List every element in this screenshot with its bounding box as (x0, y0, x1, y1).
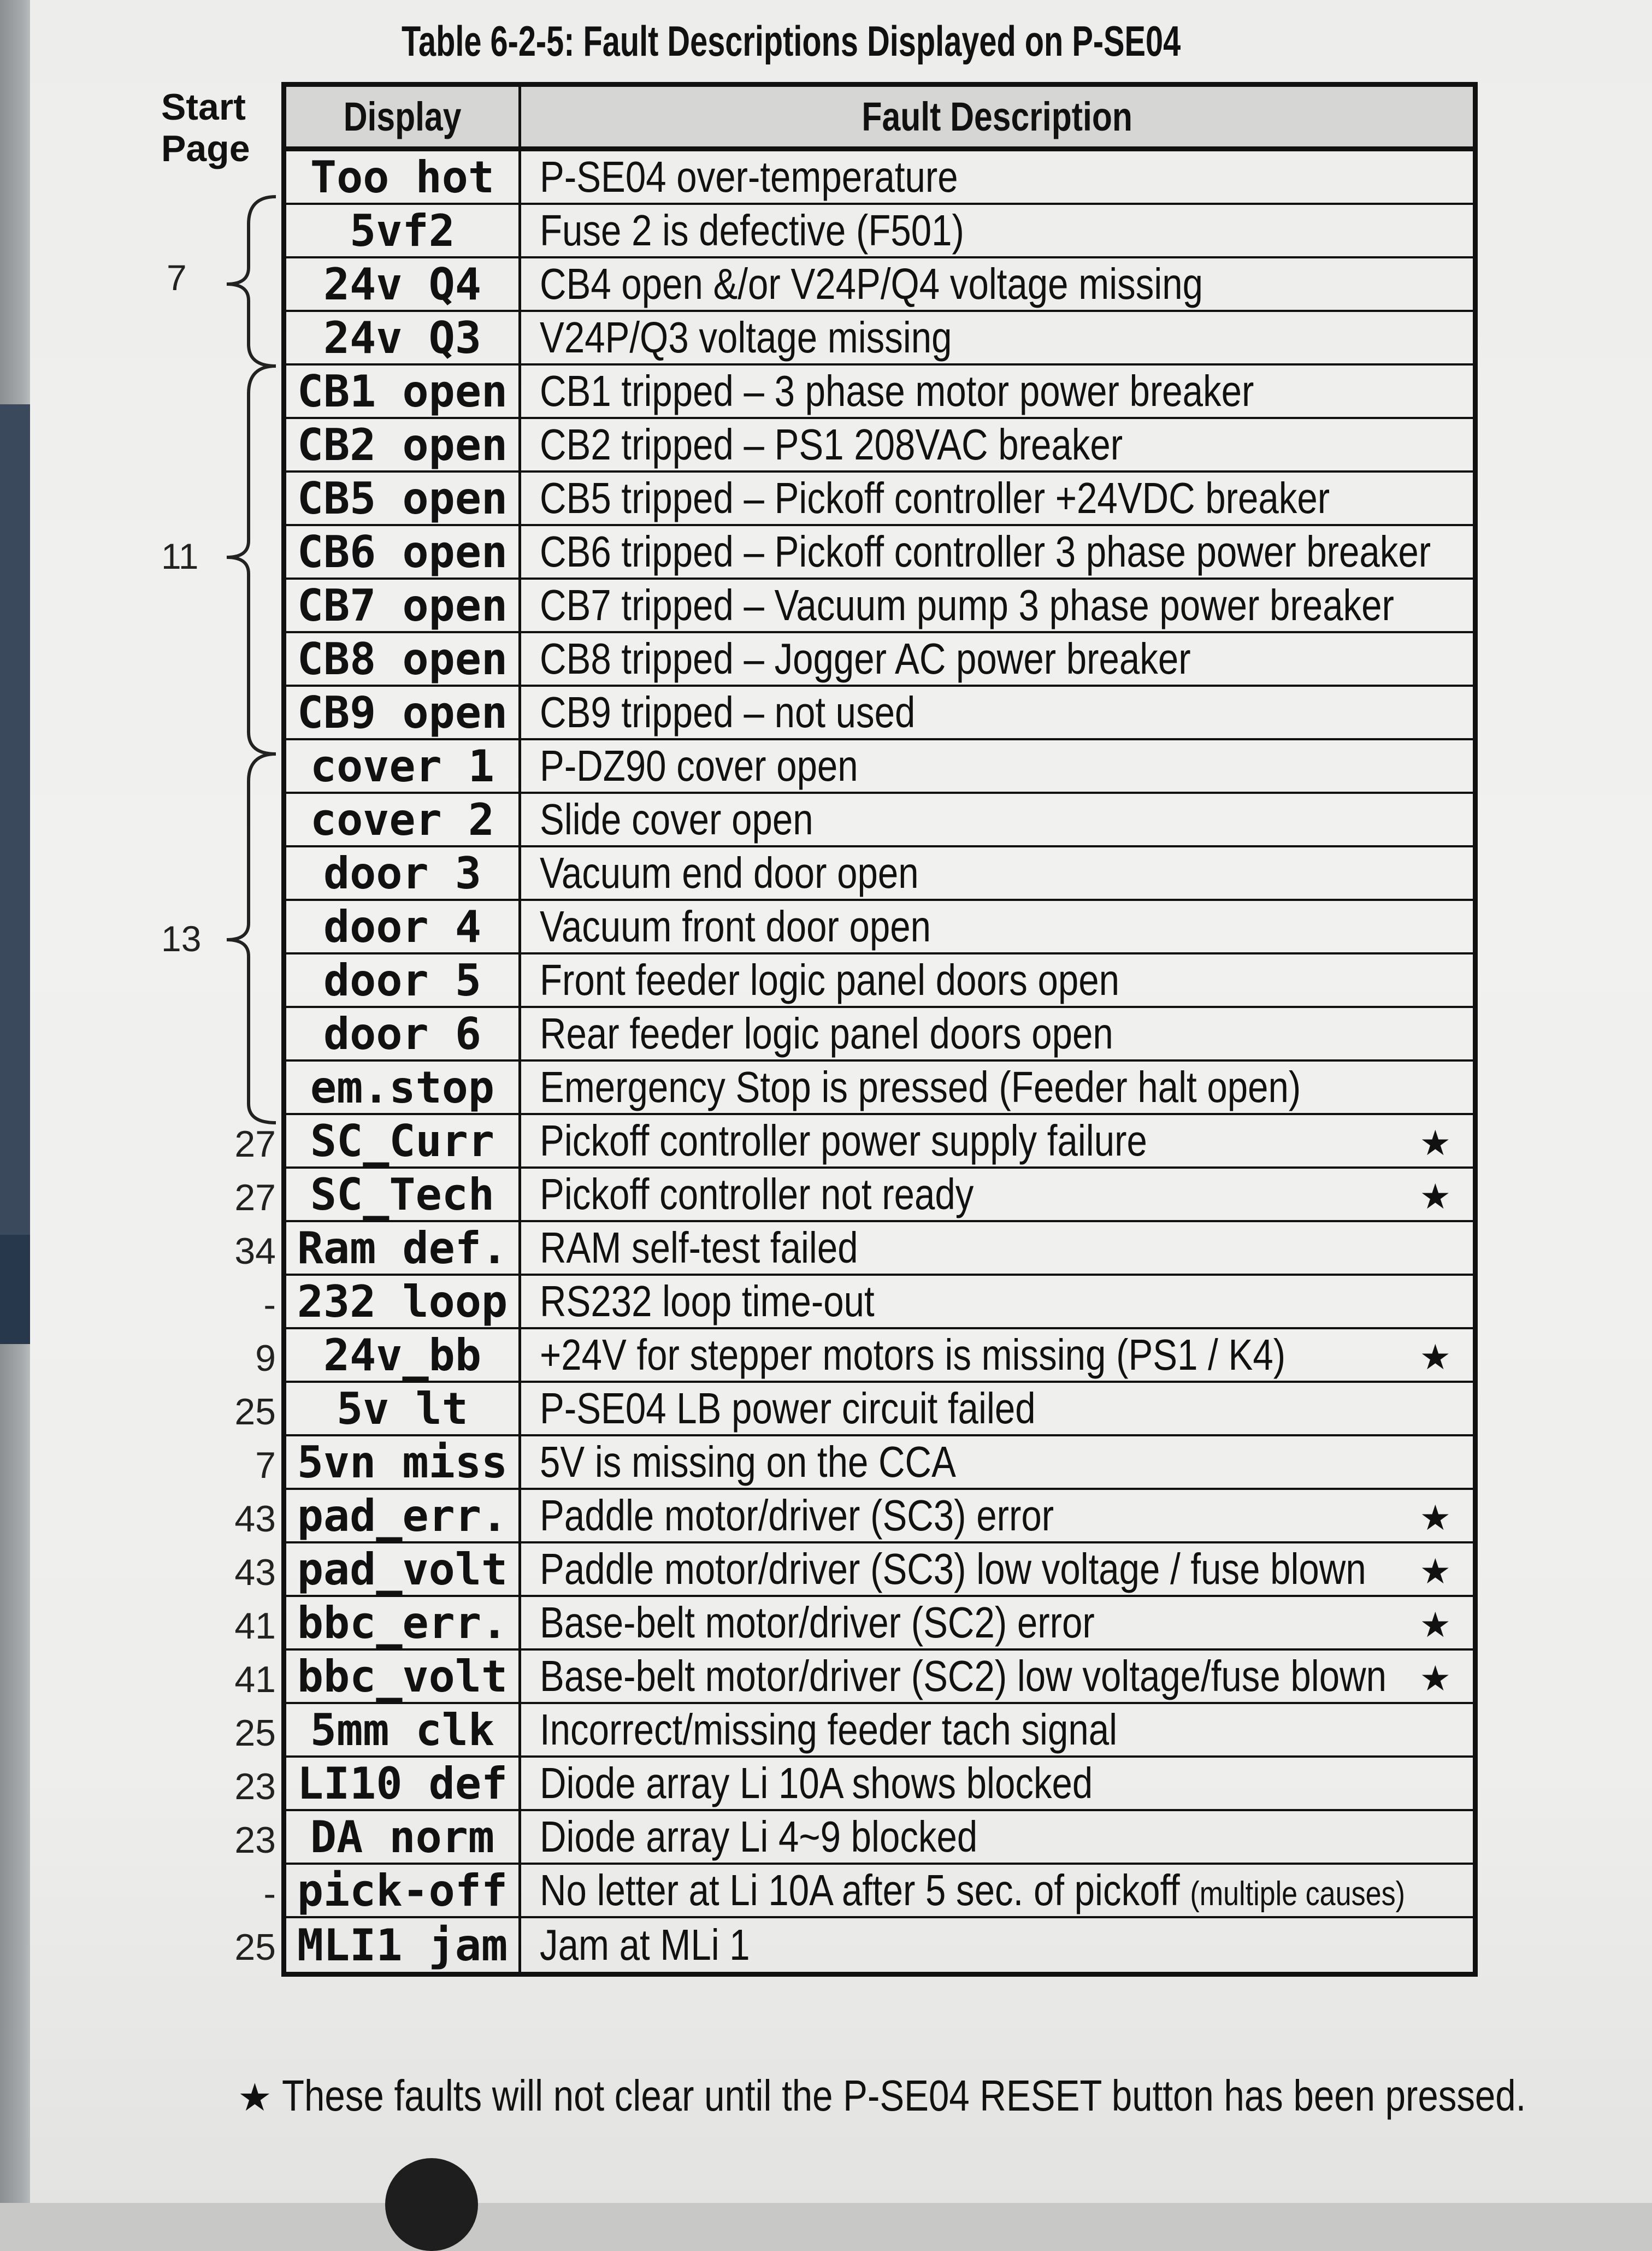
fault-description-cell (521, 1758, 1473, 1809)
table-row (286, 633, 1473, 687)
fault-description-text: RAM self-test failed (540, 1223, 858, 1272)
table-row (286, 1062, 1473, 1115)
fault-description (540, 1865, 1405, 1916)
star-icon: ★ (1419, 1605, 1451, 1645)
start-page-header-line2: Page (161, 128, 250, 169)
table-row (286, 687, 1473, 740)
fault-description (540, 794, 813, 845)
fault-description-text: Rear feeder logic panel doors open (540, 1009, 1113, 1058)
fault-description (540, 1383, 1036, 1434)
fault-description-cell (521, 1169, 1473, 1220)
start-page-number: 41 (234, 1659, 276, 1700)
fault-display-code: DA norm (286, 1811, 521, 1863)
fault-description-cell (521, 419, 1473, 470)
fault-description-cell (521, 1811, 1473, 1863)
fault-description-text: Base-belt motor/driver (SC2) low voltage/fuse blown (540, 1652, 1386, 1700)
table-row (286, 151, 1473, 205)
brace-label-11: 11 (161, 536, 199, 576)
brace-label-7: 7 (167, 257, 187, 298)
table-row (286, 1115, 1473, 1169)
fault-description-text: Base-belt motor/driver (SC2) error (540, 1598, 1095, 1647)
fault-display-code: pad_err. (286, 1490, 521, 1541)
table-row (286, 205, 1473, 258)
table-row (286, 1490, 1473, 1543)
fault-description-text: Slide cover open (540, 795, 813, 844)
description-header-label: Fault Description (862, 94, 1132, 139)
start-page-number: 34 (234, 1230, 276, 1272)
fault-display-code: bbc_err. (286, 1597, 521, 1648)
fault-description (540, 741, 858, 791)
fault-description-text: Pickoff controller power supply failure (540, 1116, 1147, 1165)
fault-description (540, 848, 919, 898)
start-page-number: 25 (234, 1926, 276, 1968)
table-row (286, 1597, 1473, 1651)
fault-description-text: CB1 tripped – 3 phase motor power breaker (540, 367, 1254, 415)
fault-display-code: Ram def. (286, 1222, 521, 1274)
fault-description-cell (521, 1597, 1473, 1648)
fault-description (540, 1009, 1113, 1059)
fault-description (540, 1544, 1366, 1594)
fault-display-code: CB9 open (286, 687, 521, 738)
brace-label-13: 13 (161, 918, 202, 959)
fault-description (540, 1812, 977, 1862)
fault-display-code: CB2 open (286, 419, 521, 470)
brace-page-11 (227, 366, 276, 754)
table-row (286, 1329, 1473, 1383)
fault-display-code: 5mm clk (286, 1704, 521, 1755)
table-row (286, 366, 1473, 419)
table-row (286, 419, 1473, 473)
start-page-header (161, 86, 250, 169)
fault-description-text: Vacuum end door open (540, 848, 919, 897)
fault-description-text: P-SE04 over-temperature (540, 152, 958, 201)
fault-description (540, 259, 1203, 309)
fault-description-cell (521, 954, 1473, 1006)
binder-hole (385, 2158, 478, 2251)
table-row (286, 954, 1473, 1008)
brace-page-7 (227, 197, 276, 366)
fault-description (540, 1116, 1147, 1166)
fault-description (540, 152, 958, 202)
fault-table (281, 82, 1478, 1977)
fault-description-text: Fuse 2 is defective (F501) (540, 206, 964, 255)
start-page-number: 23 (234, 1819, 276, 1861)
table-row (286, 526, 1473, 580)
fault-display-code: CB5 open (286, 473, 521, 524)
table-row (286, 1811, 1473, 1865)
table-row (286, 847, 1473, 901)
fault-description (540, 1223, 858, 1273)
table-row (286, 1169, 1473, 1222)
display-column-header (286, 87, 521, 146)
fault-display-code: CB7 open (286, 580, 521, 631)
fault-description-text: CB8 tripped – Jogger AC power breaker (540, 634, 1191, 683)
table-row (286, 258, 1473, 312)
fault-display-code: CB6 open (286, 526, 521, 578)
fault-description (540, 527, 1431, 577)
star-icon: ★ (1419, 1177, 1451, 1216)
fault-description-cell (521, 847, 1473, 899)
table-row (286, 1383, 1473, 1436)
table-row (286, 1543, 1473, 1597)
fault-description-cell (521, 1543, 1473, 1595)
fault-description-note: (multiple causes) (1190, 1875, 1405, 1913)
fault-display-code: door 5 (286, 954, 521, 1006)
fault-description-cell (521, 1918, 1473, 1972)
fault-description-cell (521, 580, 1473, 631)
fault-description-cell (521, 473, 1473, 524)
fault-description-cell (521, 901, 1473, 952)
fault-description-cell (521, 1008, 1473, 1059)
fault-display-code: door 6 (286, 1008, 521, 1059)
fault-description-text: Pickoff controller not ready (540, 1170, 974, 1218)
star-icon: ★ (1419, 1659, 1451, 1698)
fault-description-text: Front feeder logic panel doors open (540, 956, 1119, 1004)
fault-description-cell (521, 1865, 1473, 1916)
fault-description-cell (521, 687, 1473, 738)
fault-display-code: 24v Q4 (286, 258, 521, 310)
fault-description-text: Emergency Stop is pressed (Feeder halt open) (540, 1063, 1301, 1111)
fault-description-cell (521, 312, 1473, 363)
fault-description (540, 1920, 750, 1970)
fault-display-code: CB8 open (286, 633, 521, 685)
fault-description-text: Diode array Li 10A shows blocked (540, 1759, 1093, 1807)
table-row (286, 1436, 1473, 1490)
footnote (238, 2071, 1652, 2121)
table-row (286, 1918, 1473, 1972)
fault-description (540, 901, 931, 952)
fault-display-code: cover 1 (286, 740, 521, 792)
fault-display-code: LI10 def (286, 1758, 521, 1809)
table-row (286, 740, 1473, 794)
start-page-number: 25 (234, 1391, 276, 1433)
fault-description (540, 580, 1394, 630)
table-body (286, 151, 1473, 1972)
fault-description (540, 634, 1191, 684)
fault-display-code: 5vf2 (286, 205, 521, 256)
fault-description-text: CB6 tripped – Pickoff controller 3 phase power breaker (540, 527, 1431, 576)
fault-display-code: 24v_bb (286, 1329, 521, 1381)
fault-description-cell (521, 1436, 1473, 1488)
fault-display-code: 24v Q3 (286, 312, 521, 363)
fault-description-text: Diode array Li 4~9 blocked (540, 1812, 978, 1861)
document-page (30, 0, 1652, 2203)
fault-description-text: CB7 tripped – Vacuum pump 3 phase power breaker (540, 581, 1394, 629)
fault-display-code: cover 2 (286, 794, 521, 845)
display-header-label: Display (343, 94, 462, 139)
fault-description-cell (521, 1651, 1473, 1702)
fault-display-code: door 4 (286, 901, 521, 952)
star-icon: ★ (1419, 1337, 1451, 1377)
fault-description (540, 473, 1330, 523)
fault-description-text: 5V is missing on the CCA (540, 1437, 956, 1486)
fault-description-cell (521, 1115, 1473, 1166)
fault-description-cell (521, 794, 1473, 845)
fault-description (540, 1705, 1117, 1755)
start-page-number: 43 (234, 1498, 276, 1540)
fault-description (540, 313, 952, 363)
table-row (286, 794, 1473, 847)
fault-description-text: Jam at MLi 1 (540, 1920, 750, 1969)
fault-description-text: Vacuum front door open (540, 902, 931, 951)
fault-description-text: CB9 tripped – not used (540, 688, 916, 736)
fault-display-code: CB1 open (286, 366, 521, 417)
table-title: Table 6-2-5: Fault Descriptions Displayed on P-SE04 (402, 17, 1181, 65)
start-page-header-line1: Start (161, 86, 246, 128)
table-row (286, 580, 1473, 633)
fault-description-text: P-SE04 LB power circuit failed (540, 1384, 1036, 1433)
fault-description-text: RS232 loop time-out (540, 1277, 875, 1325)
fault-description-cell (521, 1222, 1473, 1274)
fault-display-code: 5vn miss (286, 1436, 521, 1488)
fault-display-code: SC_Curr (286, 1115, 521, 1166)
fault-description-cell (521, 258, 1473, 310)
table-row (286, 473, 1473, 526)
fault-description (540, 1758, 1093, 1808)
fault-display-code: Too hot (286, 151, 521, 203)
fault-description-cell (521, 205, 1473, 256)
star-icon: ★ (1419, 1552, 1451, 1591)
fault-description (540, 1330, 1285, 1380)
fault-description-cell (521, 1704, 1473, 1755)
fault-description-text: CB2 tripped – PS1 208VAC breaker (540, 420, 1123, 469)
fault-description (540, 205, 964, 256)
footnote-text: These faults will not clear until the P-SE04 RESET button has been pressed. (281, 2071, 1526, 2120)
fault-description (540, 1169, 974, 1219)
fault-display-code: 232 loop (286, 1276, 521, 1327)
fault-description-text: CB5 tripped – Pickoff controller +24VDC breaker (540, 474, 1330, 522)
brace-page-13 (227, 754, 276, 1123)
start-page-number: 43 (234, 1552, 276, 1593)
fault-description-text: V24P/Q3 voltage missing (540, 313, 952, 362)
table-row (286, 1651, 1473, 1704)
table-row (286, 312, 1473, 366)
table-row (286, 1276, 1473, 1329)
fault-description-cell (521, 1276, 1473, 1327)
start-page-number: - (263, 1284, 276, 1325)
description-column-header (521, 87, 1473, 146)
table-row (286, 1222, 1473, 1276)
start-page-number: 25 (234, 1712, 276, 1754)
start-page-number: 27 (234, 1123, 276, 1165)
start-page-number: 7 (255, 1445, 276, 1486)
fault-display-code: MLI1 jam (286, 1918, 521, 1972)
fault-description-text: Paddle motor/driver (SC3) low voltage / fuse blown (540, 1545, 1366, 1593)
fault-description (540, 420, 1123, 470)
fault-description-cell (521, 633, 1473, 685)
fault-description (540, 1651, 1386, 1701)
fault-description-cell (521, 526, 1473, 578)
page-range-braces (205, 186, 281, 1126)
fault-description-text: P-DZ90 cover open (540, 741, 858, 790)
fault-description (540, 1598, 1095, 1648)
fault-description-text: Paddle motor/driver (SC3) error (540, 1491, 1054, 1540)
star-icon: ★ (1419, 1123, 1451, 1163)
fault-description (540, 1062, 1301, 1112)
fault-description-cell (521, 366, 1473, 417)
start-page-number: 23 (234, 1766, 276, 1807)
table-header-row (286, 87, 1473, 151)
fault-description-text: +24V for stepper motors is missing (PS1 / K4) (540, 1330, 1286, 1379)
fault-description-cell (521, 1329, 1473, 1381)
fault-description-cell (521, 1062, 1473, 1113)
fault-description (540, 687, 915, 738)
fault-display-code: em.stop (286, 1062, 521, 1113)
fault-display-code: door 3 (286, 847, 521, 899)
table-row (286, 1008, 1473, 1062)
table-row (286, 1865, 1473, 1918)
fault-description (540, 366, 1254, 416)
fault-description-cell (521, 1383, 1473, 1434)
star-icon: ★ (1419, 1498, 1451, 1537)
start-page-number: - (263, 1873, 276, 1914)
fault-description-text: Incorrect/missing feeder tach signal (540, 1705, 1118, 1754)
fault-description (540, 1276, 875, 1327)
start-page-number: 27 (234, 1177, 276, 1218)
fault-description-text: No letter at Li 10A after 5 sec. of pickoff (540, 1866, 1180, 1914)
fault-display-code: pick-off (286, 1865, 521, 1916)
table-row (286, 1704, 1473, 1758)
fault-description-cell (521, 151, 1473, 203)
fault-description-cell (521, 740, 1473, 792)
fault-description-cell (521, 1490, 1473, 1541)
table-row (286, 1758, 1473, 1811)
fault-description (540, 1437, 956, 1487)
start-page-number: 41 (234, 1605, 276, 1647)
fault-description (540, 955, 1119, 1005)
fault-description (540, 1490, 1054, 1541)
fault-display-code: SC_Tech (286, 1169, 521, 1220)
start-page-number: 9 (255, 1337, 276, 1379)
star-icon: ★ (238, 2076, 272, 2119)
fault-display-code: bbc_volt (286, 1651, 521, 1702)
fault-description-text: CB4 open &/or V24P/Q4 voltage missing (540, 260, 1203, 308)
table-row (286, 901, 1473, 954)
fault-display-code: pad_volt (286, 1543, 521, 1595)
fault-display-code: 5v lt (286, 1383, 521, 1434)
